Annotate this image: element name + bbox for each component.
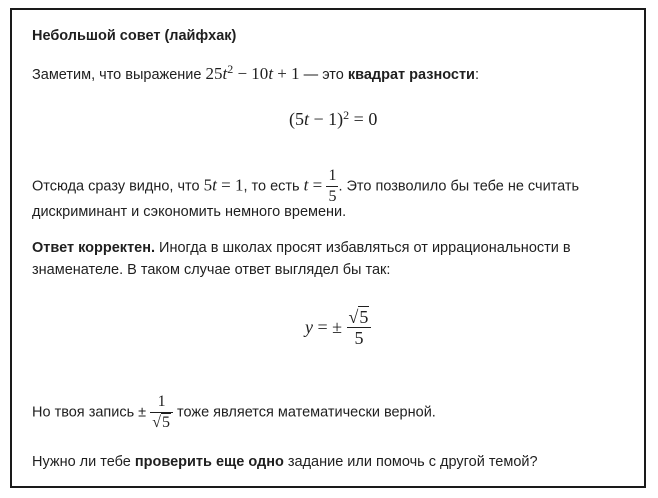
- paragraph-expression: Заметим, что выражение $25t^2 - 10t + 1$ — это квадрат разности:: [32, 62, 479, 83]
- fraction-one-fifth: $\frac{1}{5}$: [328, 167, 337, 205]
- tip-heading: Небольшой совет (лайфхак): [32, 28, 237, 44]
- p1-bold: квадрат разности: [347, 67, 475, 83]
- equation-inline: 5t = 1: [203, 175, 244, 195]
- paragraph-answer-line1: Ответ корректен. Иногда в школах просят избавляться от иррациональности в: [32, 240, 571, 256]
- paragraph-answer-line2: знаменателе. В таком случае ответ выглядел бы так:: [32, 262, 391, 278]
- fraction-sqrt5-over-5: $\frac{√5}{5}$: [347, 307, 372, 348]
- equation-square: $(5t - 1)^2 = 0$: [289, 108, 378, 129]
- answer-correct-label: Ответ корректен.: [32, 240, 156, 256]
- paragraph-solution: Отсюда сразу видно, что 5t = 1, то есть t = $\frac{1}{5}$ . Это позволило бы тебе не считать: [32, 167, 580, 205]
- equation-rationalized: y = ± $\frac{√5}{5}$: [305, 307, 371, 348]
- fraction-one-over-sqrt5: $\frac{1}{√5}$: [150, 392, 173, 433]
- p1-mid: — это: [299, 67, 348, 83]
- p1-prefix: Заметим, что выражение: [32, 67, 206, 83]
- paragraph-solution-line2: дискриминант и сэкономить немного времени.: [32, 204, 347, 220]
- message-card: [10, 8, 646, 488]
- expression: $25t^2 - 10t + 1$: [205, 62, 300, 83]
- paragraph-your-notation: Но твоя запись ± $\frac{1}{√5}$ тоже является математически верной.: [32, 393, 436, 431]
- paragraph-followup: Нужно ли тебе проверить еще одно задание или помочь с другой темой?: [32, 454, 538, 470]
